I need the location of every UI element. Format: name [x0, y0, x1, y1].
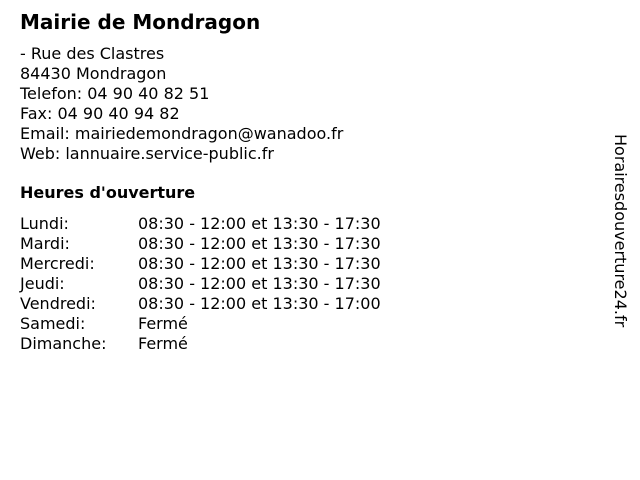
hours-row-monday: [20, 214, 440, 234]
day-hours: 08:30 - 12:00 et 13:30 - 17:30: [138, 234, 381, 253]
day-hours: Fermé: [138, 334, 188, 353]
address-street: - Rue des Clastres: [20, 44, 165, 63]
day-label: Mercredi:: [20, 254, 95, 273]
day-hours: Fermé: [138, 314, 188, 333]
page-title: Mairie de Mondragon: [20, 10, 261, 34]
hours-row-wednesday: [20, 254, 440, 274]
hours-row-friday: [20, 294, 440, 314]
hours-row-thursday: [20, 274, 440, 294]
day-label: Samedi:: [20, 314, 86, 333]
day-hours: 08:30 - 12:00 et 13:30 - 17:30: [138, 214, 381, 233]
day-hours: 08:30 - 12:00 et 13:30 - 17:00: [138, 294, 381, 313]
address-city: 84430 Mondragon: [20, 64, 167, 83]
day-hours: 08:30 - 12:00 et 13:30 - 17:30: [138, 274, 381, 293]
hours-row-tuesday: [20, 234, 440, 254]
phone-number: Telefon: 04 90 40 82 51: [20, 84, 210, 103]
hours-heading: Heures d'ouverture: [20, 183, 196, 202]
day-label: Dimanche:: [20, 334, 107, 353]
website: Web: lannuaire.service-public.fr: [20, 144, 274, 163]
hours-row-sunday: [20, 334, 440, 354]
contact-block: [20, 44, 343, 164]
source-credit: Horairesdouverture24.fr: [611, 134, 630, 328]
day-hours: 08:30 - 12:00 et 13:30 - 17:30: [138, 254, 381, 273]
day-label: Jeudi:: [20, 274, 65, 293]
day-label: Lundi:: [20, 214, 69, 233]
day-label: Vendredi:: [20, 294, 96, 313]
day-label: Mardi:: [20, 234, 70, 253]
hours-row-saturday: [20, 314, 440, 334]
opening-hours-list: [20, 214, 440, 354]
fax-number: Fax: 04 90 40 94 82: [20, 104, 180, 123]
email-address: Email: mairiedemondragon@wanadoo.fr: [20, 124, 344, 143]
